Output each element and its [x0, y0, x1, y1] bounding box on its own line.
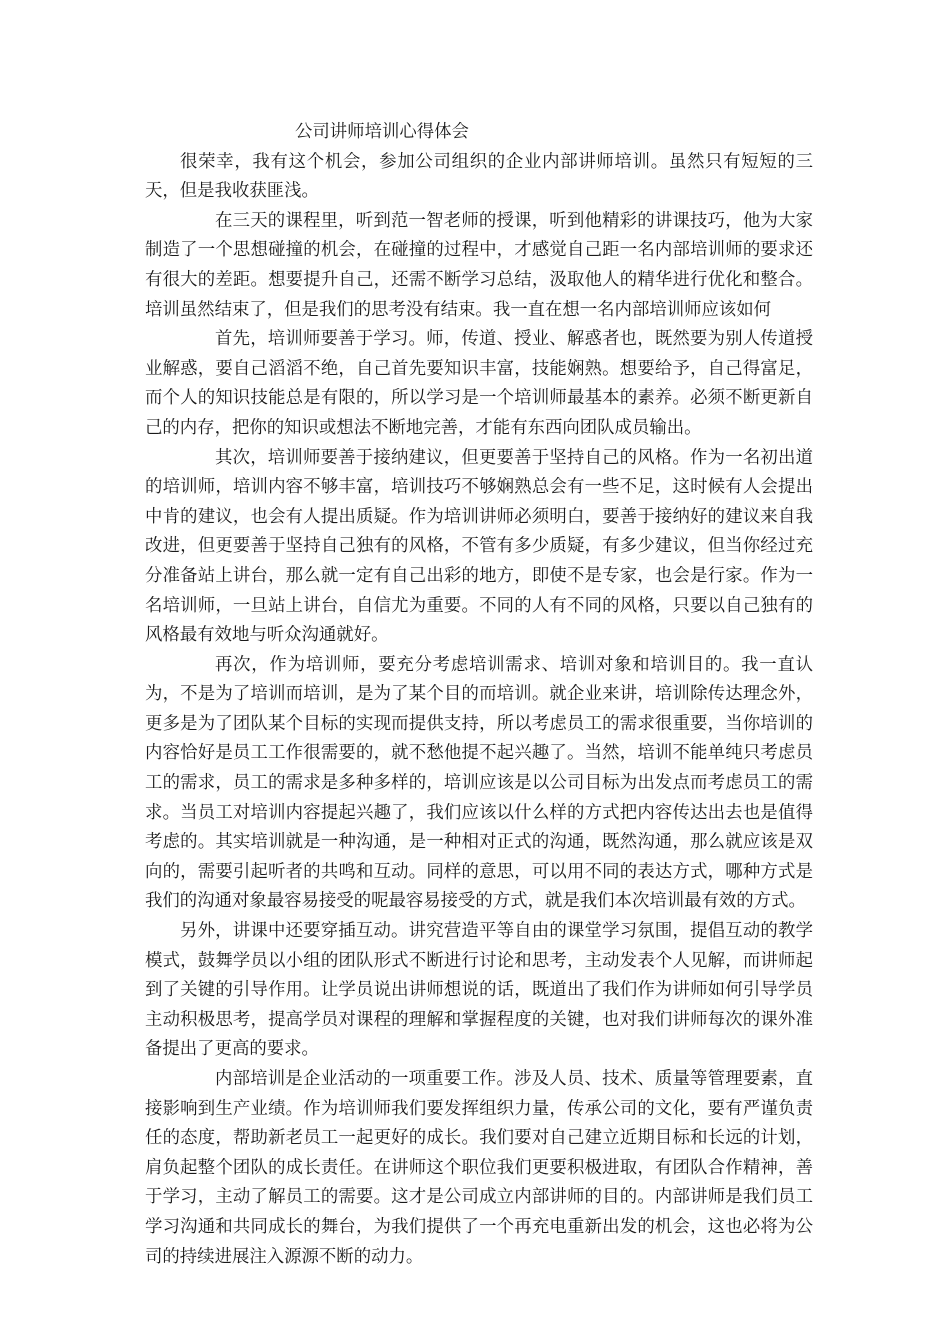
- paragraph-1: 很荣幸，我有这个机会，参加公司组织的企业内部讲师培训。虽然只有短短的三天，但是我收获匪浅。: [145, 151, 813, 202]
- paragraph-3: 首先，培训师要善于学习。师，传道、授业、解惑者也，既然要为别人传道授业解惑，要自己滔滔不绝，自己首先要知识丰富，技能娴熟。想要给予，自己得富足，而个人的知识技能总是有限的，所以学习是一个培训师最基本的素养。必须不断更新自己的内存，把你的知识或想法不断地完善，才能有东西向团队成员输出。: [145, 329, 813, 438]
- paragraph-2: 在三天的课程里，听到范一智老师的授课，听到他精彩的讲课技巧，他为大家制造了一个思想碰撞的机会，在碰撞的过程中，才感觉自己距一名内部培训师的要求还有很大的差距。想要提升自己，还需不断学习总结，汲取他人的精华进行优化和整合。培训虽然结束了，但是我们的思考没有结束。我一直在想一名内部培训师应该如何: [145, 210, 813, 320]
- document-body: [145, 118, 813, 1272]
- paragraph-7: 内部培训是企业活动的一项重要工作。涉及人员、技术、质量等管理要素，直接影响到生产业绩。作为培训师我们要发挥组织力量，传承公司的文化，要有严谨负责任的态度，帮助新老员工一起更好的成长。我们要对自己建立近期目标和长远的计划，肩负起整个团队的成长责任。在讲师这个职位我们更要积极进取，有团队合作精神，善于学习，主动了解员工的需要。这才是公司成立内部讲师的目的。内部讲师是我们员工学习沟通和共同成长的舞台，为我们提供了一个再充电重新出发的机会，这也必将为公司的持续进展注入源源不断的动力。: [145, 1069, 813, 1267]
- paragraph-6: 另外，讲课中还要穿插互动。讲究营造平等自由的课堂学习氛围，提倡互动的教学模式，鼓舞学员以小组的团队形式不断进行讨论和思考，主动发表个人见解，而讲师起到了关键的引导作用。让学员说出讲师想说的话，既道出了我们作为讲师如何引导学员主动积极思考，提高学员对课程的理解和掌握程度的关键，也对我们讲师每次的课外准备提出了更高的要求。: [145, 921, 813, 1060]
- paragraph-4: 其次，培训师要善于接纳建议，但更要善于坚持自己的风格。作为一名初出道的培训师，培训内容不够丰富，培训技巧不够娴熟总会有一些不足，这时候有人会提出中肯的建议，也会有人提出质疑。作为培训讲师必须明白，要善于接纳好的建议来自我改进，但更要善于坚持自己独有的风格，不管有多少质疑，有多少建议，但当你经过充分准备站上讲台，那么就一定有自己出彩的地方，即使不是专家，也会是行家。作为一名培训师，一旦站上讲台，自信尤为重要。不同的人有不同的风格，只要以自己独有的风格最有效地与听众沟通就好。: [145, 447, 813, 646]
- document-title: 公司讲师培训心得体会: [295, 122, 469, 142]
- paragraph-5: 再次，作为培训师，要充分考虑培训需求、培训对象和培训目的。我一直认为，不是为了培训而培训，是为了某个目的而培训。就企业来讲，培训除传达理念外，更多是为了团队某个目标的实现而提供支持，所以考虑员工的需求很重要，当你培训的内容恰好是员工工作很需要的，就不愁他提不起兴趣了。当然，培训不能单纯只考虑员工的需求，员工的需求是多种多样的，培训应该是以公司目标为出发点而考虑员工的需求。当员工对培训内容提起兴趣了，我们应该以什么样的方式把内容传达出去也是值得考虑的。其实培训就是一种沟通，是一种相对正式的沟通，既然沟通，那么就应该是双向的，需要引起听者的共鸣和互动。同样的意思，可以用不同的表达方式，哪种方式是我们的沟通对象最容易接受的呢最容易接受的方式，就是我们本次培训最有效的方式。: [145, 654, 813, 912]
